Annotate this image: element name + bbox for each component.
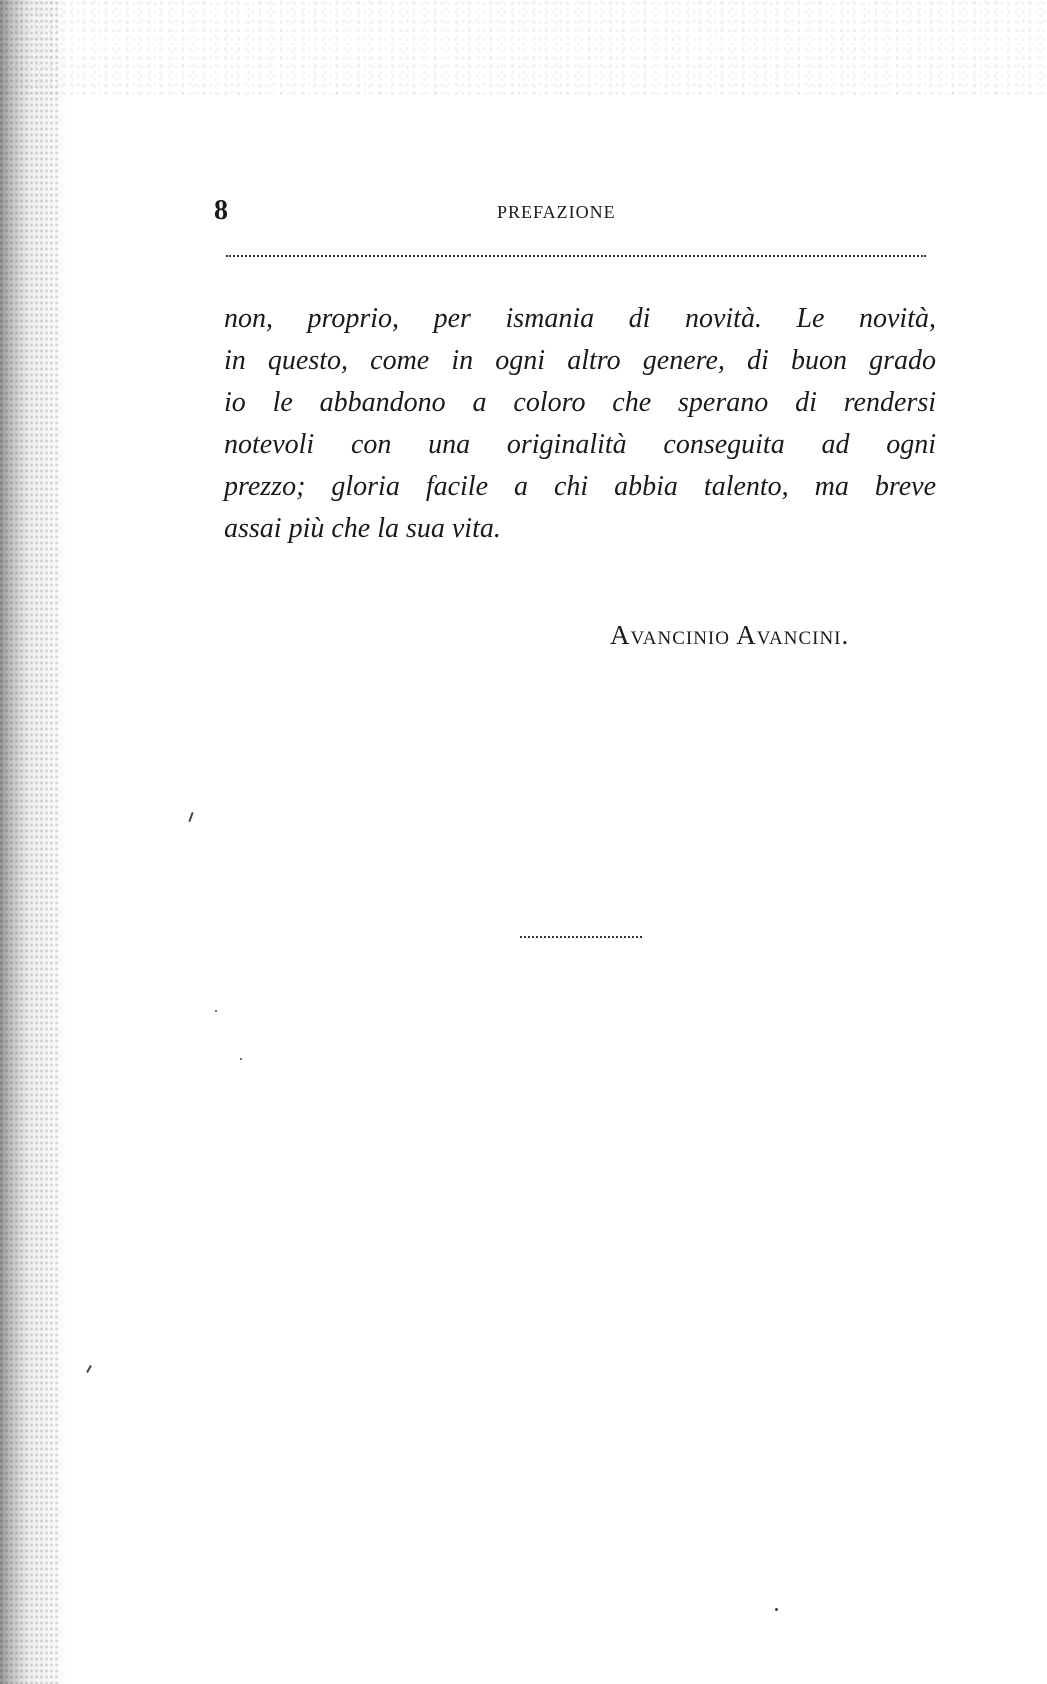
scan-speck xyxy=(240,1058,242,1060)
text-line: prezzo; gloria facile a chi abbia talento, ma breve xyxy=(224,471,936,502)
scan-speck xyxy=(775,1608,778,1611)
running-head: PREFAZIONE xyxy=(497,202,616,222)
page-number: 8 xyxy=(214,195,228,226)
scan-speck xyxy=(215,1010,217,1012)
page-header xyxy=(214,196,930,226)
body-paragraph xyxy=(224,298,936,550)
end-dotted-rule xyxy=(520,936,642,938)
author-signature: Avancinio Avancini. xyxy=(610,620,850,650)
text-line: io le abbandono a coloro che sperano di rendersi xyxy=(224,387,936,418)
scan-speck xyxy=(188,812,193,822)
text-line: assai più che la sua vita. xyxy=(224,513,501,544)
text-line: notevoli con una originalità conseguita ad ogni xyxy=(224,429,936,460)
text-line: non, proprio, per ismania di novità. Le novità, xyxy=(224,303,936,334)
scan-speck xyxy=(86,1365,92,1373)
scan-noise-top xyxy=(0,0,1047,95)
text-line: in questo, come in ogni altro genere, di buon grado xyxy=(224,345,936,376)
scan-binding-shadow xyxy=(0,0,70,1684)
header-dotted-rule xyxy=(226,255,926,257)
